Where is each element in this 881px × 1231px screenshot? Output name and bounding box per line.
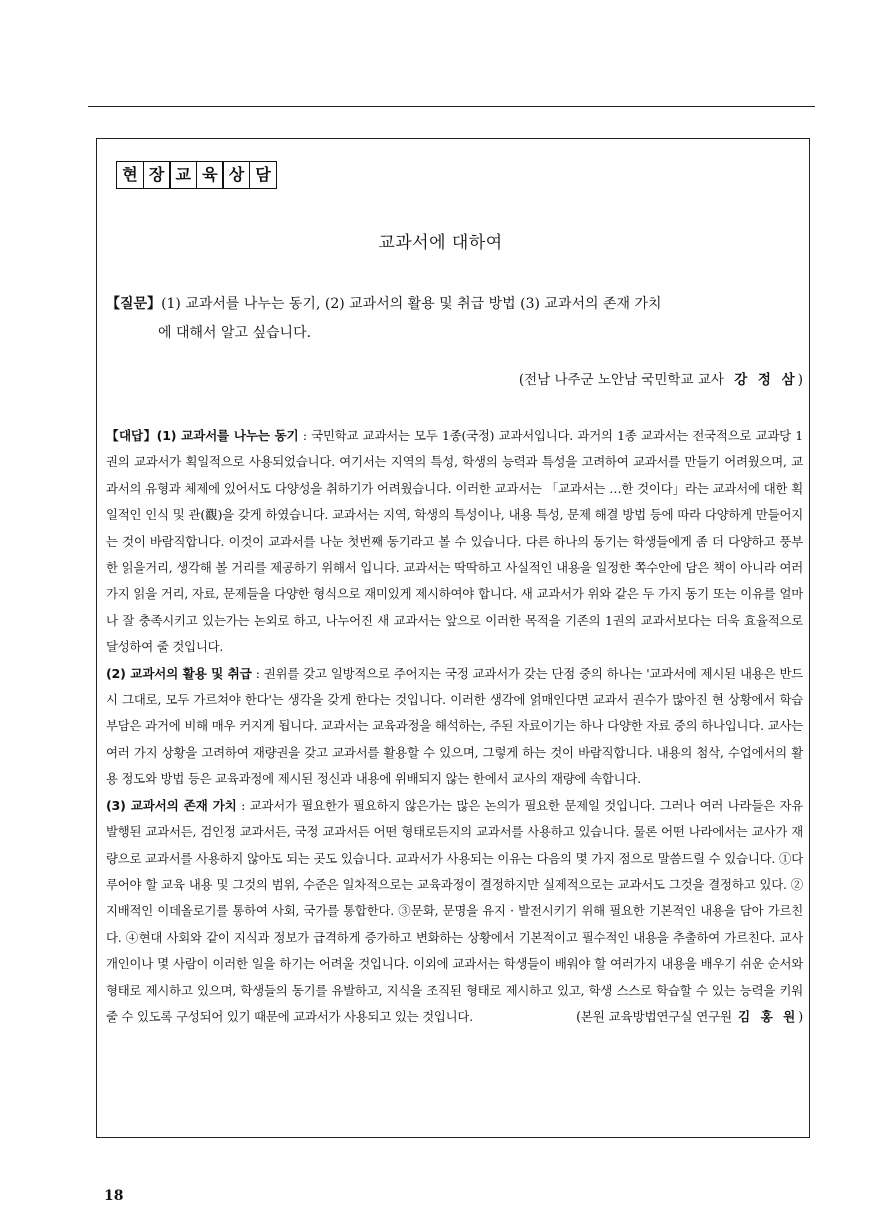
answer-block [106, 423, 803, 1030]
signer-credit [576, 1004, 803, 1030]
answer-paragraph-2 [106, 661, 803, 793]
article-title: 교과서에 대하여 [378, 233, 503, 253]
asker-affiliation: (전남 나주군 노안남 국민학교 교사 [518, 372, 724, 388]
asker-credit [519, 368, 803, 388]
question-line2: 에 대해서 알고 싶습니다. [158, 325, 312, 341]
asker-close: ) [797, 372, 803, 388]
answer-heading-1: (1) 교과서를 나누는 동기 [156, 428, 299, 443]
header-tag-char: 상 [222, 161, 250, 189]
answer-paragraph-1 [106, 423, 803, 661]
page-number: 18 [104, 1188, 124, 1204]
header-tag [116, 161, 276, 189]
signer-affiliation: (본원 교육방법연구실 연구원 [576, 1008, 733, 1024]
header-tag-char: 육 [196, 161, 224, 189]
answer-heading-2: (2) 교과서의 활용 및 취급 [106, 665, 252, 681]
answer-label: 【대답】 [106, 428, 157, 443]
top-rule [88, 106, 815, 107]
header-tag-char: 교 [169, 161, 197, 189]
answer-body-1: : 국민학교 교과서는 모두 1종(국정) 교과서입니다. 과거의 1종 교과서는 전국적으로 교과당 1권의 교과서가 획일적으로 사용되었습니다. 여기서는 지역의 특성, 학생의 능력과 특성을 고려하여 교과서를 만들기 어려웠으며, 교과서의 유형과 체제에 있어서도 다양성을 취하기가 어려웠습니다. 이러한 교과서는 「교과서는 …한 것이다」라는 교과서에 대한 획일적인 인식 및 관(觀)을 갖게 하였습니다. 교과서는 지역, 학생의 특성이나, 내용 특성, 문제 해결 방법 등에 따라 다양하게 만들어지는 것이 바람직합니다. 이것이 교과서를 나눈 첫번째 동기라고 볼 수 있습니다. 다른 하나의 동기는 학생들에게 좀 더 다양하고 풍부한 읽을거리, 생각해 볼 거리를 제공하기 위해서 입니다. 교과서는 딱딱하고 사실적인 내용을 일정한 쪽수안에 담은 책이 아니라 여러 가지 읽을 거리, 자료, 문제들을 다양한 형식으로 재미있게 제시하여야 합니다. 새 교과서가 위와 같은 두 가지 동기 또는 이유를 얼마나 잘 충족시키고 있는가는 논외로 하고, 나누어진 새 교과서는 앞으로 이러한 목적을 기존의 1권의 교과서보다는 더욱 효율적으로 달성하여 줄 것입니다. [106, 428, 803, 655]
answer-body-2: : 권위를 갖고 일방적으로 주어지는 국정 교과서가 갖는 단점 중의 하나는 '교과서에 제시된 내용은 반드시 그대로, 모두 가르쳐야 한다'는 생각을 갖게 한다는 것입니다. 이러한 생각에 얽매인다면 교과서 권수가 많아진 현 상황에서 학습 부담은 과거에 비해 매우 커지게 됩니다. 교과서는 교육과정을 해석하는, 주된 자료이기는 하나 다양한 자료 중의 하나입니다. 교사는 여러 가지 상황을 고려하여 재량권을 갖고 교과서를 활용할 수 있으며, 그렇게 하는 것이 바람직합니다. 내용의 첨삭, 수업에서의 활용 정도와 방법 등은 교육과정에 제시된 정신과 내용에 위배되지 않는 한에서 교사의 재량에 속합니다. [106, 665, 803, 787]
header-tag-char: 현 [116, 161, 144, 189]
answer-heading-3: (3) 교과서의 존재 가치 [106, 797, 237, 813]
question-label: 【질문】 [106, 296, 162, 312]
question-line1: (1) 교과서를 나누는 동기, (2) 교과서의 활용 및 취급 방법 (3) 교과서의 존재 가치 [161, 296, 662, 312]
answer-paragraph-3 [106, 793, 803, 1031]
header-tag-char: 담 [249, 161, 277, 189]
signer-name: 김 홍 원 [738, 1008, 799, 1024]
signer-close: ) [798, 1008, 803, 1024]
header-tag-char: 장 [143, 161, 171, 189]
asker-name: 강 정 삼 [734, 372, 798, 388]
answer-body-3: : 교과서가 필요한가 필요하지 않은가는 많은 논의가 필요한 문제일 것입니다. 그러나 여러 나라들은 자유 발행된 교과서든, 검인정 교과서든, 국정 교과서든 어떤 형태로든지의 교과서를 사용하고 있습니다. 물론 어떤 나라에서는 교사가 재량으로 교과서를 사용하지 않아도 되는 곳도 있습니다. 교과서가 사용되는 이유는 다음의 몇 가지 점으로 말씀드릴 수 있습니다. ①다루어야 할 교육 내용 및 그것의 범위, 수준은 일차적으로는 교육과정이 결정하지만 실제적으로는 교과서도 그것을 결정하고 있다. ②지배적인 이데올로기를 통하여 사회, 국가를 통합한다. ③문화, 문명을 유지 · 발전시키기 위해 필요한 기본적인 내용을 담아 가르친다. ④현대 사회와 같이 지식과 정보가 급격하게 증가하고 변화하는 상황에서 기본적이고 필수적인 내용을 추출하여 가르친다. 교사 개인이나 몇 사람이 이러한 일을 하기는 어려울 것입니다. 이외에 교과서는 학생들이 배워야 할 여러가지 내용을 배우기 쉬운 순서와 형태로 제시하고 있으며, 학생들의 동기를 유발하고, 지식을 조직된 형태로 제시하고 있고, 학생 스스로 학습할 수 있는 능력을 키워 줄 수 있도록 구성되어 있기 때문에 교과서가 사용되고 있는 것입니다. [106, 797, 803, 1024]
question-block [106, 290, 796, 348]
